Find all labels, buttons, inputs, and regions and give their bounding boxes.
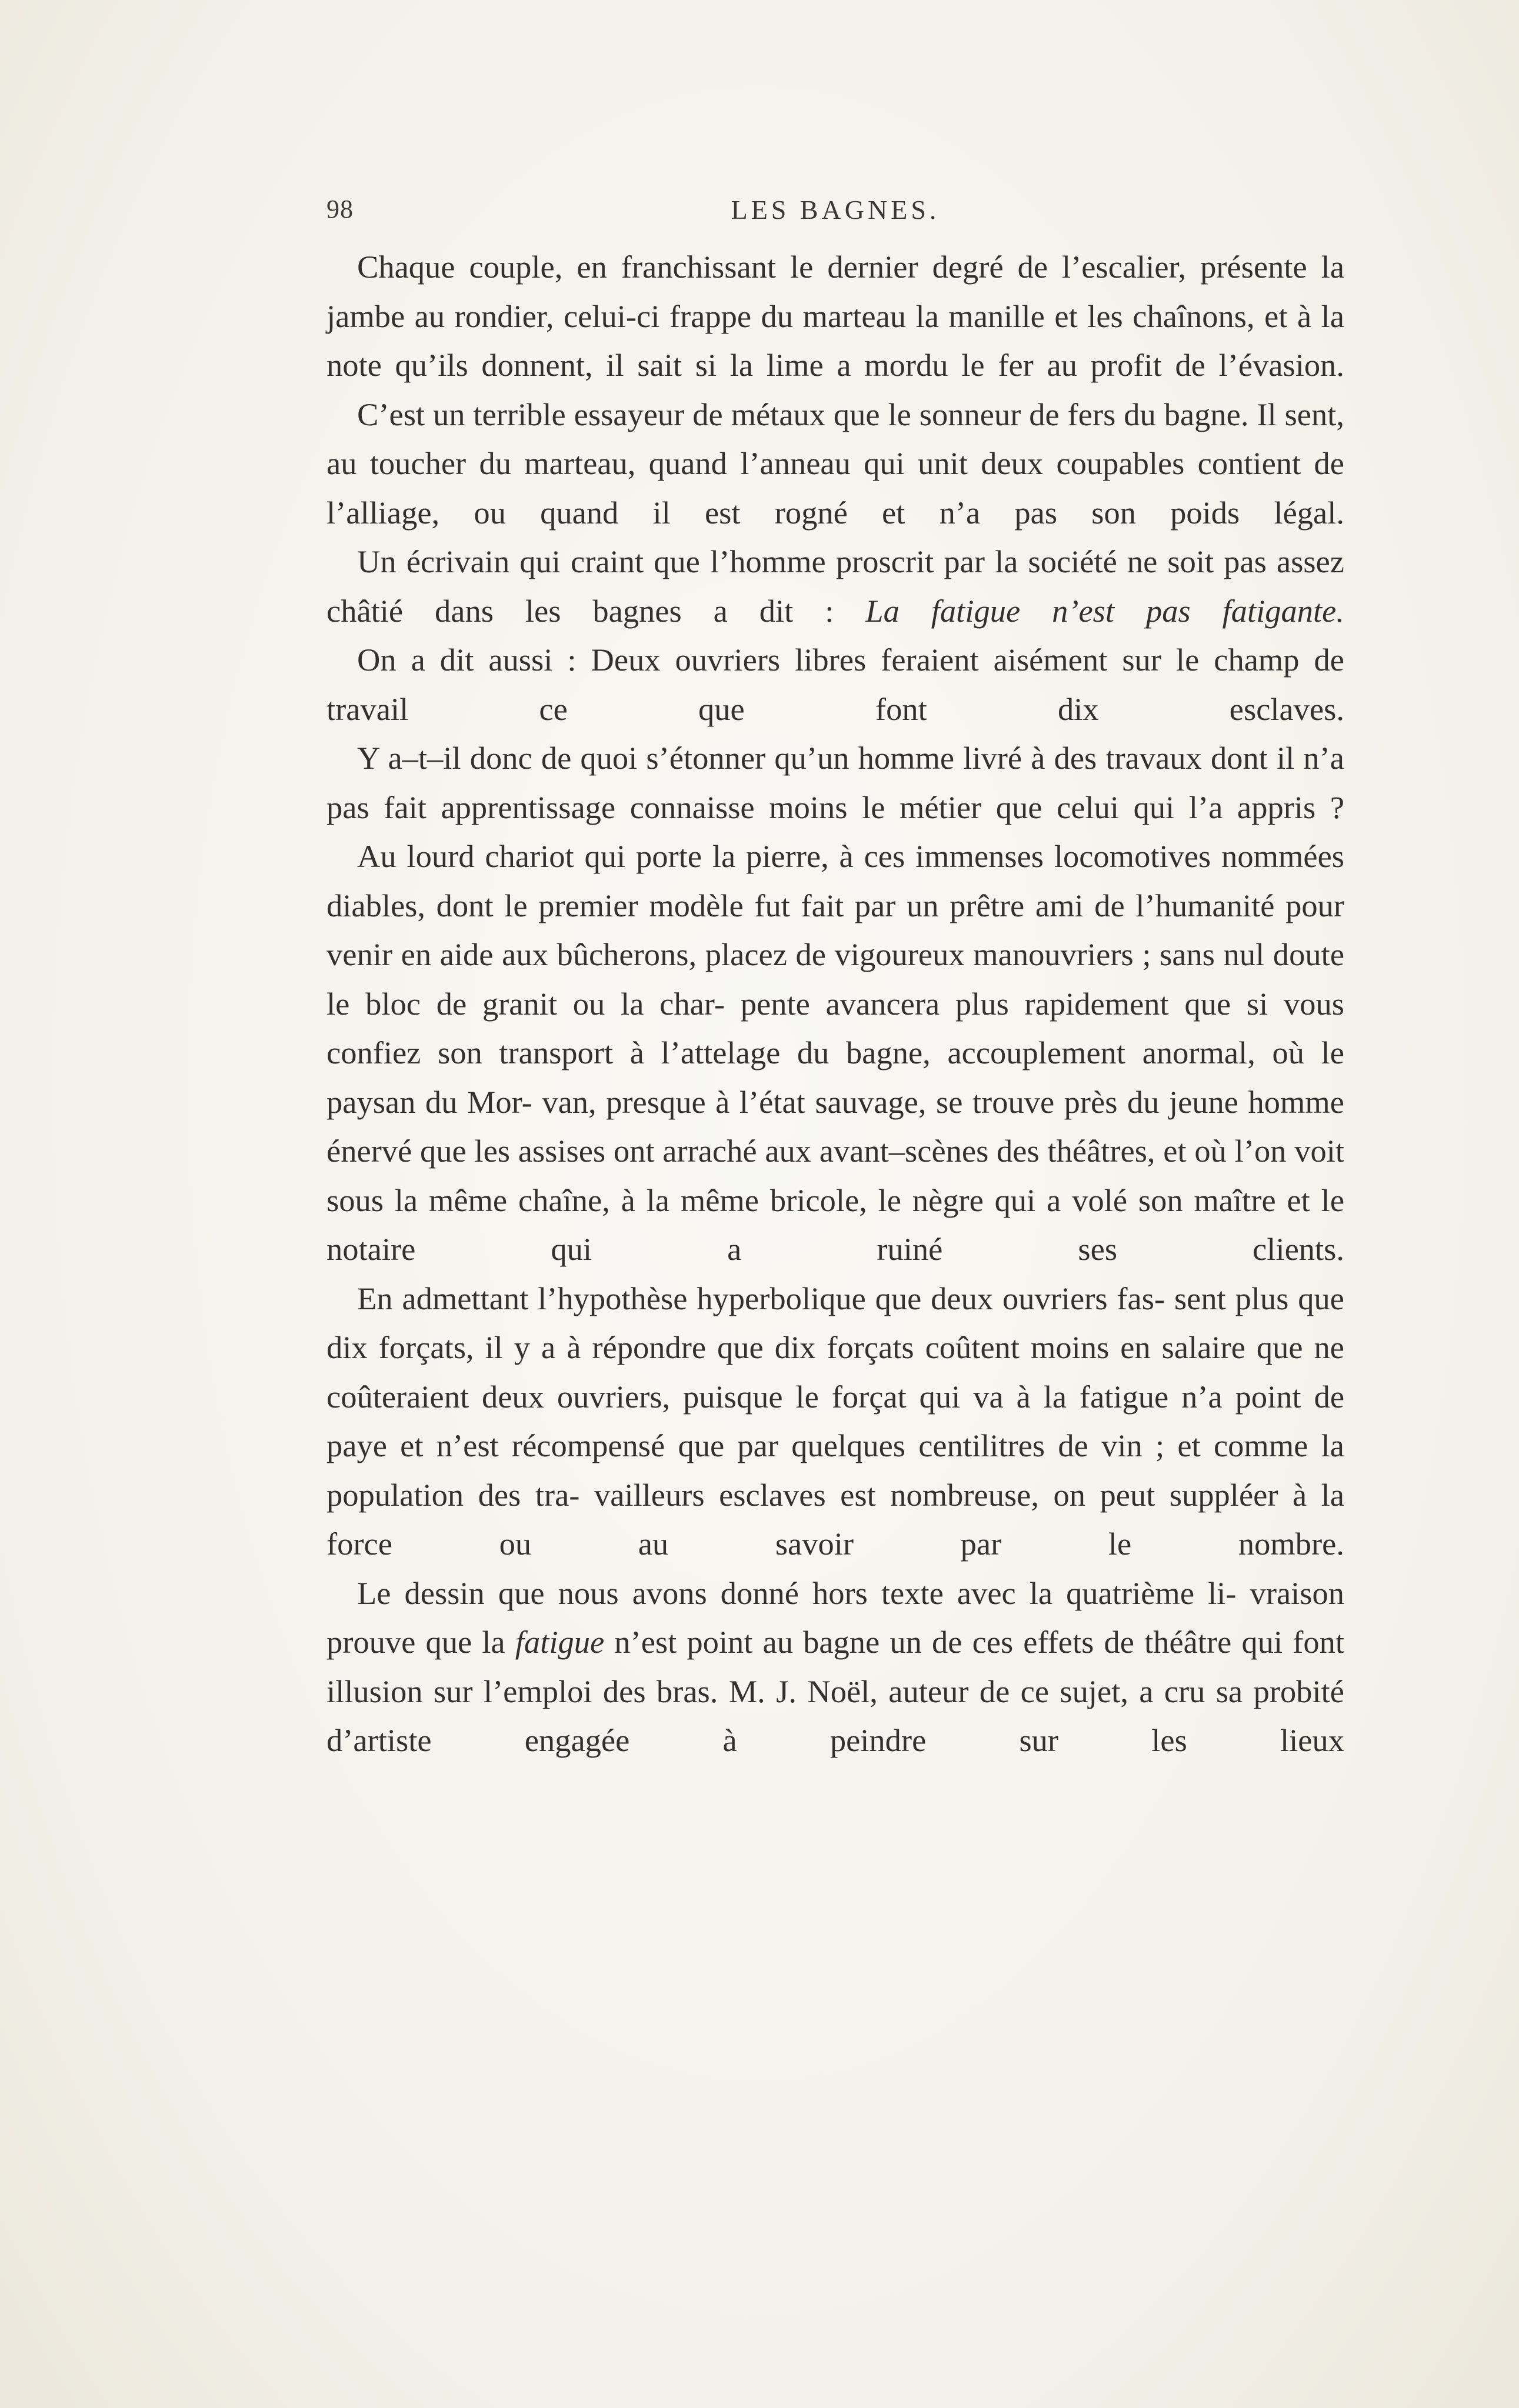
text-line: n’est point au bagne un de ces effets [614, 1624, 1094, 1660]
text-line: pas son poids légal. [1014, 494, 1345, 531]
text-line: moins en salaire que ne coûteraient deux ouvriers, puisque le [327, 1329, 1345, 1415]
text-line: Y a–t–il donc de quoi s’étonner qu’un homme livré à des travaux [357, 740, 1202, 776]
text-line: On a dit aussi : Deux ouvriers libres feraient aisément sur le [357, 642, 1200, 678]
paragraph-ouvriers-libres [327, 635, 1344, 733]
paragraph-ecrivain [327, 537, 1344, 635]
text-line: lime a mordu le fer au profit de l’évasion. [766, 347, 1345, 383]
text-line: volé son maître et le notaire qui a ruiné ses clients. [327, 1182, 1345, 1267]
text-line: savoir par le nombre. [775, 1526, 1344, 1562]
paragraph-hypothese [327, 1274, 1344, 1569]
text-line: pente avancera plus rapidement que si vous confiez son transport à [327, 985, 1344, 1070]
text-line: Au lourd chariot qui porte la pierre, à ces immenses locomotives [357, 838, 1211, 874]
text-line: nommées diables, dont le premier modèle fut fait par un prêtre [327, 838, 1344, 923]
running-head [327, 194, 1344, 235]
text-line: Chaque couple, en franchissant le dernier degré de l’escalier, [357, 249, 1187, 285]
text-line: deux coupables contient de l’alliage, ou quand il est rogné et n’a [327, 445, 1344, 531]
paragraph-apprentissage [327, 733, 1344, 832]
text-line: champ de travail ce que font dix esclaves. [327, 642, 1344, 727]
text-line: l’attelage du bagne, accouplement anormal, où le paysan du Mor- [327, 1035, 1344, 1120]
paragraph-chariot [327, 832, 1344, 1274]
paragraph-dessin [327, 1569, 1344, 1765]
text-line: C’est un terrible essayeur de métaux que le sonneur de fers du [357, 396, 1156, 432]
text-line: En admettant l’hypothèse hyperbolique que deux ouvriers fas- [357, 1280, 1165, 1316]
running-title: LES BAGNES. [731, 195, 940, 225]
text-line: dont il n’a pas fait apprentissage connaisse moins le métier que [327, 740, 1344, 825]
text-line: manille et les chaînons, et à la note qu’ils donnent, il sait si la [327, 298, 1345, 383]
text-line: bagne. Il sent, au toucher du marteau, quand l’anneau qui unit [327, 396, 1345, 481]
text-line: pas assez châtié dans les bagnes a dit : [327, 543, 1344, 629]
text-line: Un écrivain qui craint que l’homme proscrit par la société ne soit [357, 543, 1214, 579]
text-line: que les assises ont arraché aux avant–scènes des théâtres, et où [419, 1133, 1227, 1169]
italic-word: fatigue [515, 1624, 605, 1660]
body-text [327, 242, 1344, 1765]
page-number: 98 [327, 195, 354, 224]
text-line: vigoureux manouvriers ; sans nul doute le bloc de granit ou la char- [327, 936, 1345, 1022]
text-line: Le dessin que nous avons donné hors texte avec la quatrième li- [357, 1575, 1237, 1611]
text-line: de ce sujet, a cru sa probité d’artiste engagée à peindre sur les lieux [327, 1673, 1344, 1758]
text-line: vraison prouve que la [327, 1575, 1345, 1660]
text-line: forçat qui va à la fatigue n’a point de paye et n’est récompensé que [327, 1378, 1345, 1463]
text-line: présente la jambe au rondier, celui-ci frappe du marteau la [327, 249, 1345, 334]
paragraph-essayeur [327, 390, 1344, 538]
text-line: van, presque à l’état sauvage, se trouve près du jeune homme énervé [327, 1083, 1344, 1169]
text-line: l’on voit sous la même chaîne, à la même bricole, le nègre qui a [327, 1133, 1345, 1218]
text-line: de théâtre qui font illusion sur l’emploi des bras. M. J. Noël, auteur [327, 1624, 1345, 1709]
text-line: celui qui l’a appris ? [1057, 789, 1345, 825]
italic-quote: La fatigue n’est pas fatigante. [865, 592, 1344, 629]
paragraph-rondier [327, 242, 1344, 390]
text-line: ami de l’humanité pour venir en aide aux bûcherons, placez de [327, 887, 1345, 972]
text-line: vailleurs esclaves est nombreuse, on peut suppléer à la force ou au [327, 1476, 1345, 1562]
text-line: sent plus que dix forçats, il y a à répondre que dix forçats coûtent [327, 1280, 1344, 1365]
text-line: par quelques centilitres de vin ; et comme la population des tra- [327, 1428, 1344, 1513]
